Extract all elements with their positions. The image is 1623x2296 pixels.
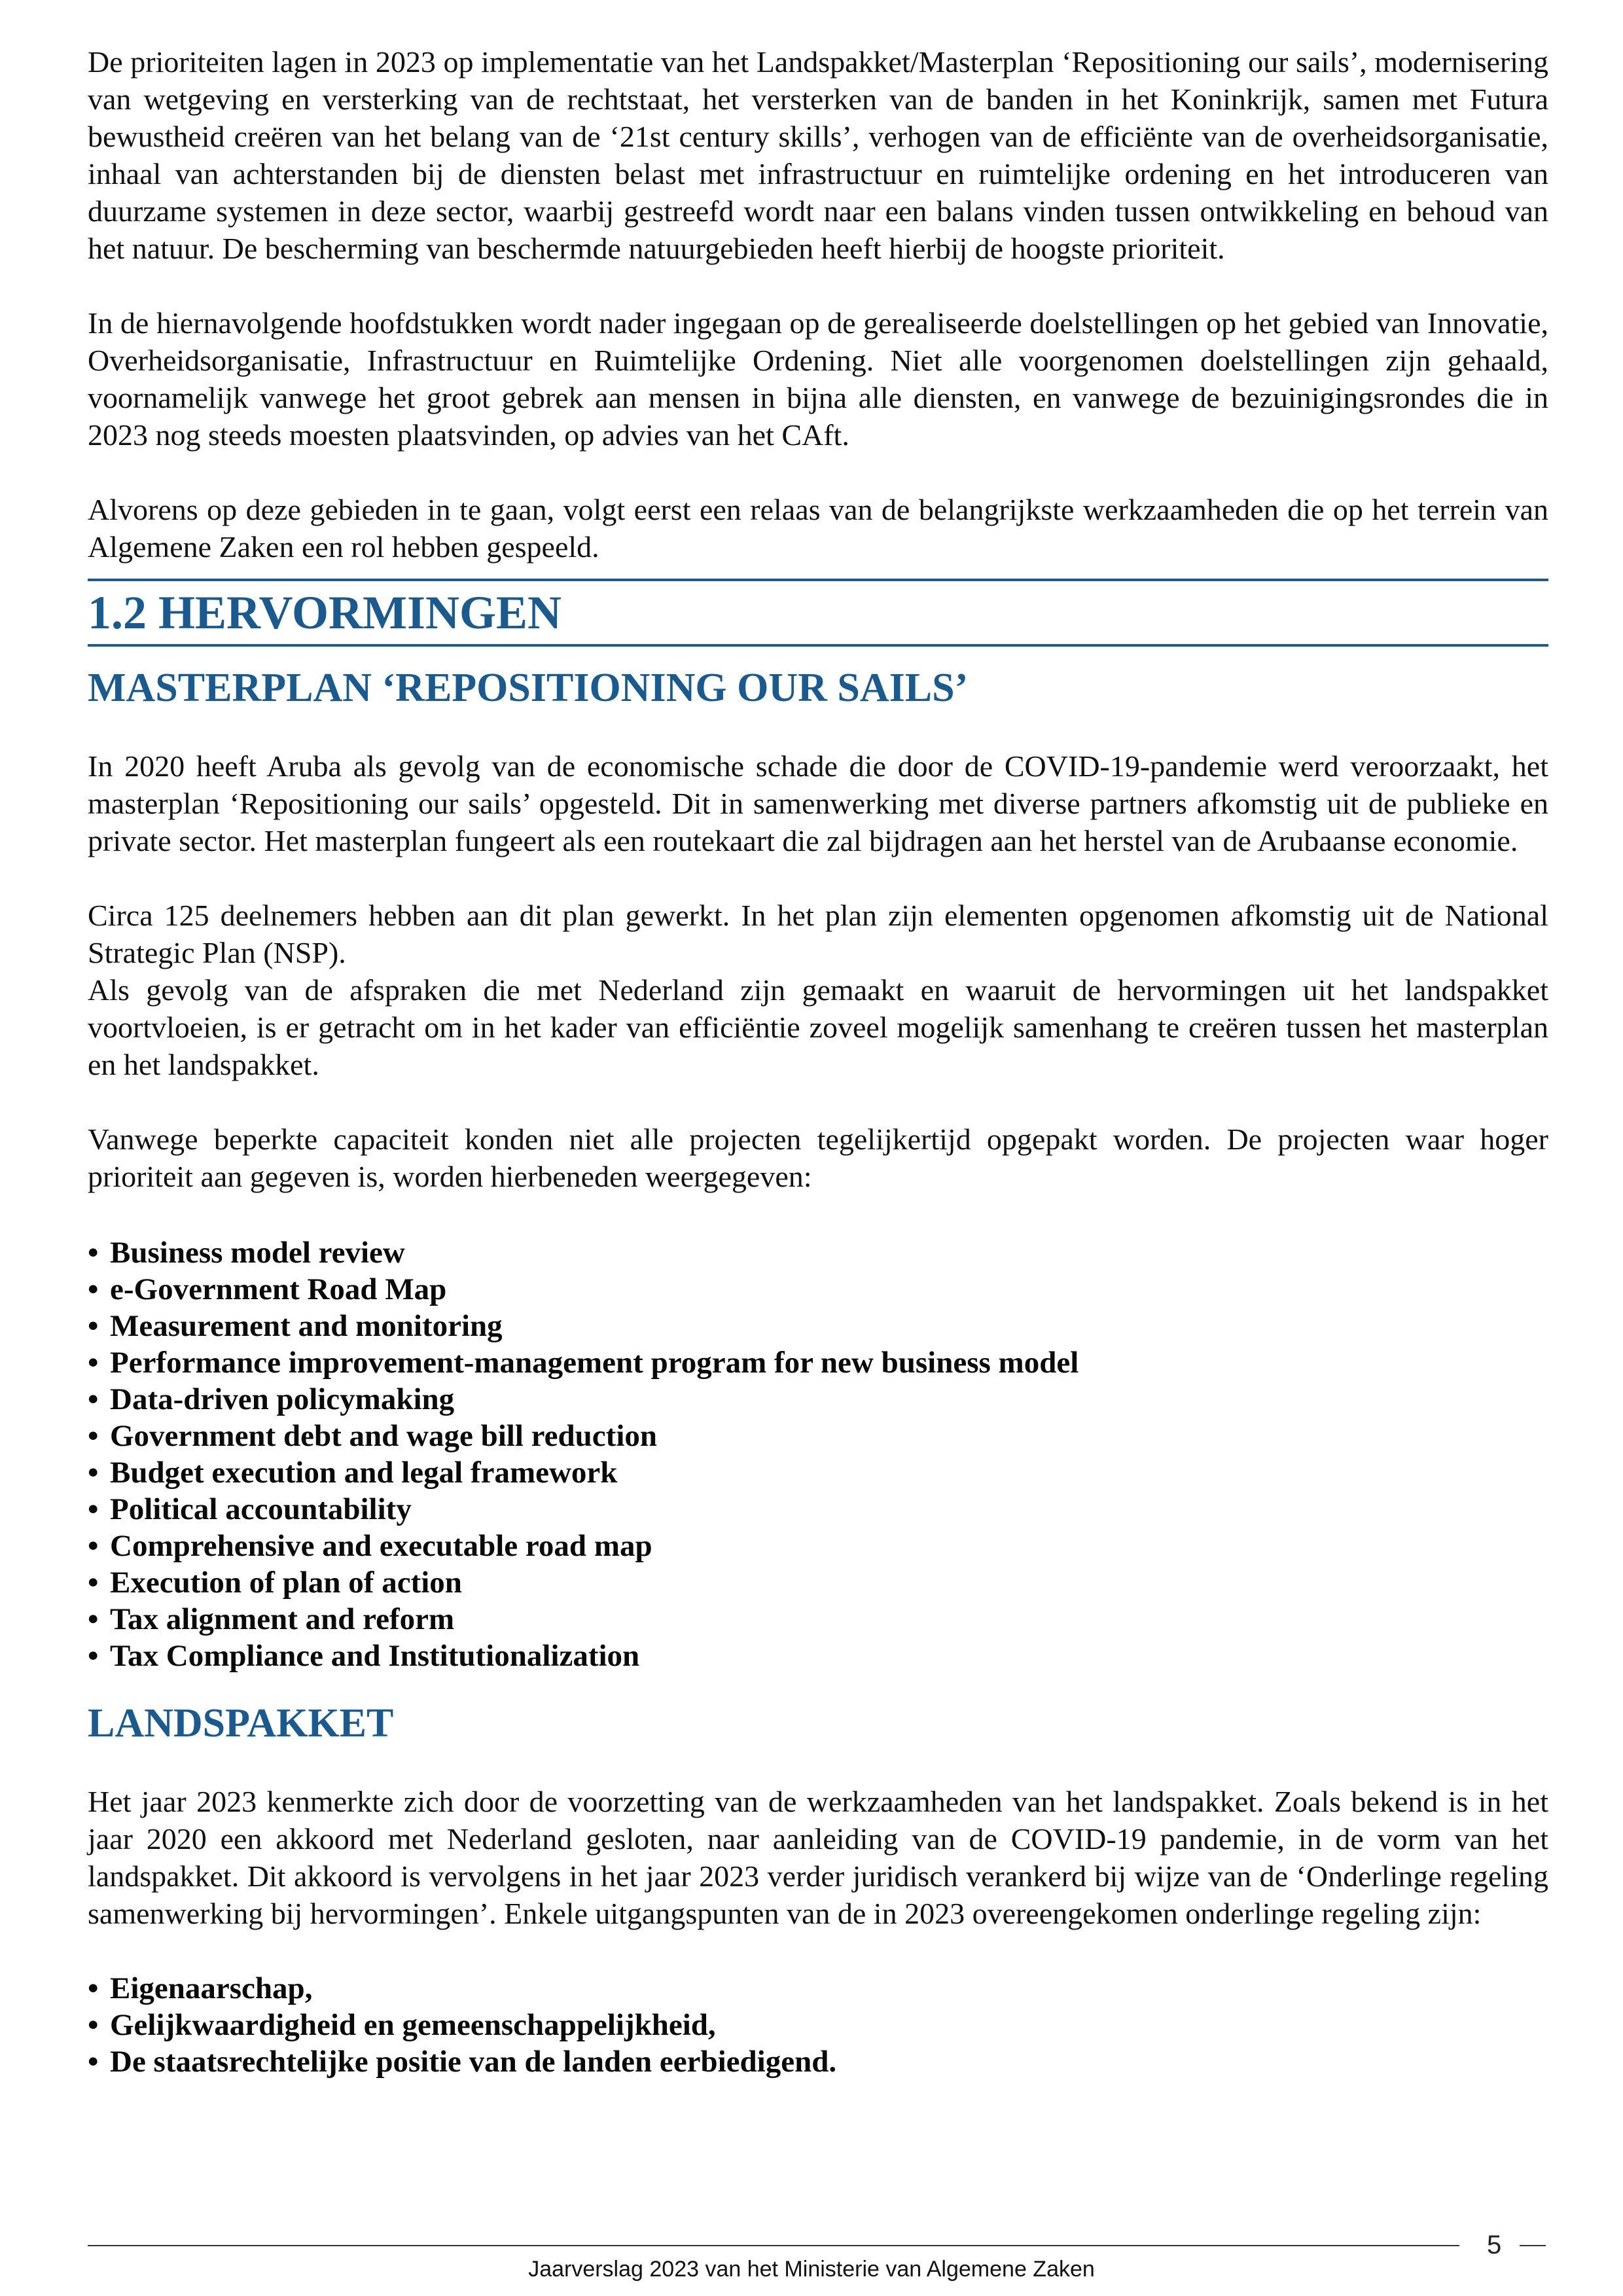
page-content xyxy=(88,43,1548,2080)
landspakket-heading: LANDSPAKKET xyxy=(88,1701,394,1746)
bullet-icon: • xyxy=(88,2008,99,2042)
intro-paragraph-2: In de hiernavolgende hoofdstukken wordt nader ingegaan op de gerealiseerde doelstellingen op het gebied van Innovatie, Overheidsorganisatie, Infrastructuur en Ruimtelijke Ordening. Niet alle voorgenomen doelstellingen zijn gehaald, voornamelijk vanwege het groot gebrek aan mensen in bijna alle diensten, en vanwege de bezuinigingsrondes die in 2023 nog steeds moesten plaatsvinden, op advies van het CAft. xyxy=(88,306,1548,452)
bullet-icon: • xyxy=(88,1492,99,1526)
bullet-icon: • xyxy=(88,1456,99,1490)
list-item: • Performance improvement-management program for new business model xyxy=(88,1346,1079,1380)
list-item: • Political accountability xyxy=(88,1492,412,1526)
bullet-icon: • xyxy=(88,1309,99,1343)
intro-paragraph-3: Alvorens op deze gebieden in te gaan, volgt eerst een relaas van de belangrijkste werkzaamheden die op het terrein van Algemene Zaken een rol hebben gespeeld. xyxy=(88,493,1548,564)
list-item: • Budget execution and legal framework xyxy=(88,1456,618,1490)
bullet-icon: • xyxy=(88,1382,99,1416)
bullet-icon: • xyxy=(88,2045,99,2079)
landspakket-principles-list xyxy=(88,1970,1548,2080)
list-item: • Eigenaarschap, xyxy=(88,1971,313,2005)
bullet-icon: • xyxy=(88,1639,99,1673)
list-item: • Business model review xyxy=(88,1236,405,1270)
list-item: • Government debt and wage bill reduction xyxy=(88,1419,658,1453)
masterplan-project-list xyxy=(88,1234,1548,1674)
masterplan-paragraph-1: In 2020 heeft Aruba als gevolg van de economische schade die door de COVID-19-pandemie werd veroorzaakt, het masterplan ‘Repositioning our sails’ opgesteld. Dit in samenwerking met diverse partners afkomstig uit de publieke en private sector. Het masterplan fungeert als een routekaart die zal bijdragen aan het herstel van de Arubaanse economie. xyxy=(88,749,1548,857)
bullet-icon: • xyxy=(88,1971,99,2005)
masterplan-paragraph-4: Vanwege beperkte capaciteit konden niet alle projecten tegelijkertijd opgepakt worden. De projecten waar hoger prioriteit aan gegeven is, worden hierbeneden weergegeven: xyxy=(88,1122,1548,1193)
list-item: • Tax alignment and reform xyxy=(88,1602,455,1636)
bullet-icon: • xyxy=(88,1566,99,1600)
bullet-icon: • xyxy=(88,1419,99,1453)
landspakket-paragraph-1: Het jaar 2023 kenmerkte zich door de voorzetting van de werkzaamheden van het landspakket. Zoals bekend is in het jaar 2020 een akkoord met Nederland gesloten, naar aanleiding van de COVID-19 pandemie, in de vorm van het landspakket. Dit akkoord is vervolgens in het jaar 2023 verder juridisch verankerd bij wijze van de ‘Onderlinge regeling samenwerking bij hervormingen’. Enkele uitgangspunten van de in 2023 overeengekomen onderlinge regeling zijn: xyxy=(88,1785,1548,1930)
bullet-icon: • xyxy=(88,1272,99,1306)
masterplan-paragraph-2: Circa 125 deelnemers hebben aan dit plan gewerkt. In het plan zijn elementen opgenomen afkomstig uit de National Strategic Plan (NSP). xyxy=(88,899,1548,969)
bullet-icon: • xyxy=(88,1236,99,1270)
list-item: • De staatsrechtelijke positie van de landen eerbiedigend. xyxy=(88,2045,837,2079)
masterplan-paragraph-3: Als gevolg van de afspraken die met Nederland zijn gemaakt en waaruit de hervormingen uit het landspakket voortvloeien, is er getracht om in het kader van efficiëntie zoveel mogelijk samenhang te creëren tussen het masterplan en het landspakket. xyxy=(88,973,1548,1081)
list-item: • Comprehensive and executable road map xyxy=(88,1529,652,1563)
bullet-icon: • xyxy=(88,1529,99,1563)
footer-rule xyxy=(88,2245,1459,2246)
masterplan-heading: MASTERPLAN ‘REPOSITIONING OUR SAILS’ xyxy=(88,666,969,710)
section-title: 1.2 HERVORMINGEN xyxy=(88,586,562,639)
list-item: • Gelijkwaardigheid en gemeenschappelijkheid, xyxy=(88,2008,716,2042)
footer-text: Jaarverslag 2023 van het Ministerie van Algemene Zaken xyxy=(528,2257,1095,2282)
intro-paragraph-1: De prioriteiten lagen in 2023 op implementatie van het Landspakket/Masterplan ‘Repositioning our sails’, modernisering van wetgeving en versterking van de rechtstaat, het versterken van de banden in het Koninkrijk, samen met Futura bewustheid creëren van het belang van de ‘21st century skills’, verhogen van de efficiënte van de overheidsorganisatie, inhaal van achterstanden bij de diensten belast met infrastructuur en ruimtelijke ordening en het introduceren van duurzame systemen in deze sector, waarbij gestreefd wordt naar een balans vinden tussen ontwikkeling en behoud van het natuur. De bescherming van beschermde natuurgebieden heeft hierbij de hoogste prioriteit. xyxy=(88,45,1548,265)
list-item: • Tax Compliance and Institutionalization xyxy=(88,1639,640,1673)
bullet-icon: • xyxy=(88,1602,99,1636)
list-item: • Execution of plan of action xyxy=(88,1566,462,1600)
list-item: • Measurement and monitoring xyxy=(88,1309,503,1343)
page-number-dash xyxy=(1520,2245,1546,2246)
list-item: • e-Government Road Map xyxy=(88,1272,447,1306)
bullet-icon: • xyxy=(88,1346,99,1380)
list-item: • Data-driven policymaking xyxy=(88,1382,455,1416)
page-number: 5 xyxy=(1487,2231,1502,2259)
